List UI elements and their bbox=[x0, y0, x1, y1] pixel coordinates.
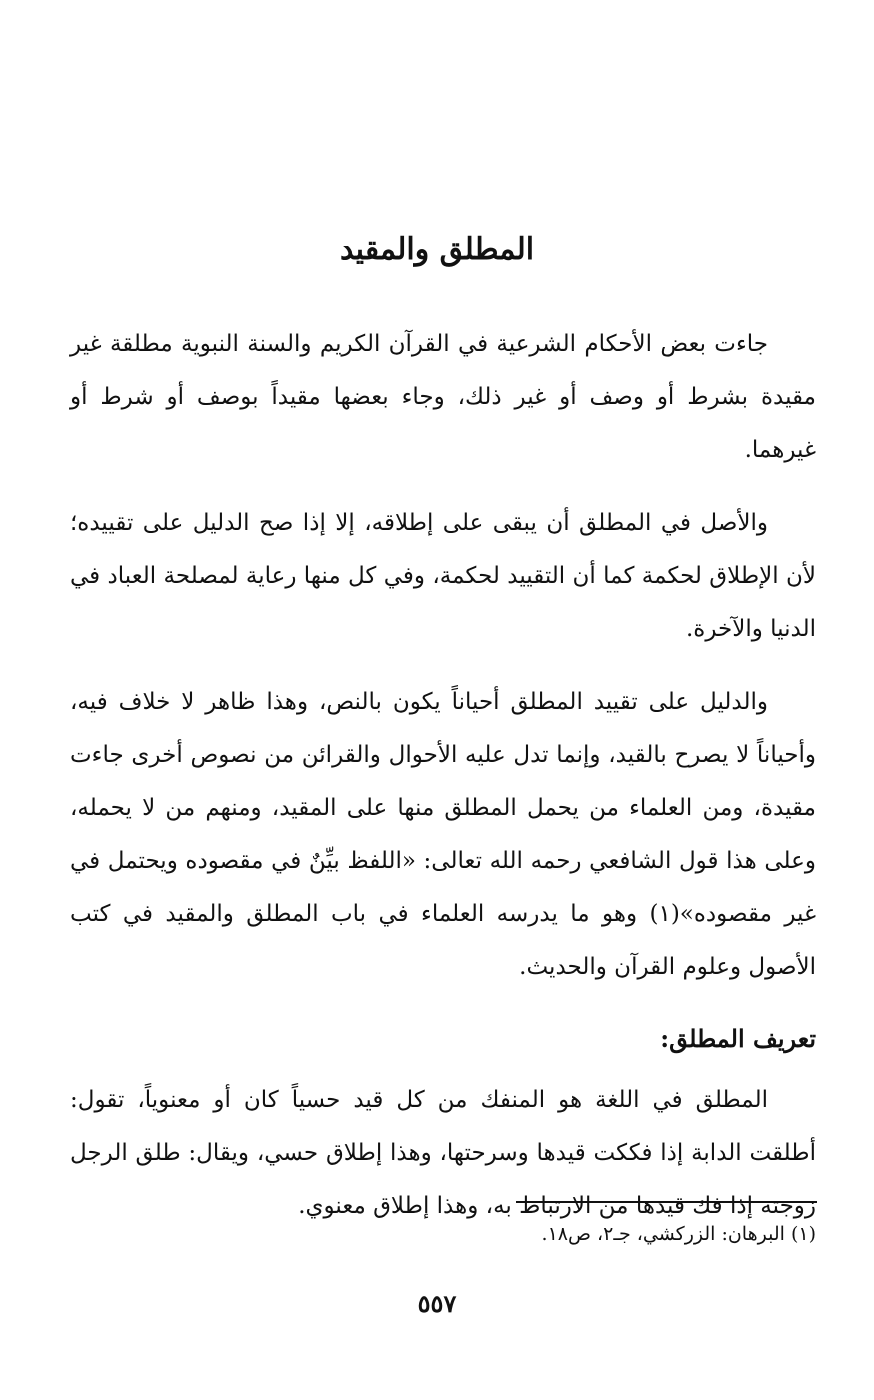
page-title: المطلق والمقيد bbox=[339, 232, 535, 267]
body-text bbox=[70, 318, 816, 1253]
paragraph-2: والأصل في المطلق أن يبقى على إطلاقه، إلا إذا صح الدليل على تقييده؛ لأن الإطلاق لحكمة كما أن التقييد لحكمة، وفي كل منها رعاية لمصلحة العباد في الدنيا والآخرة. bbox=[70, 510, 816, 642]
paragraph-3: والدليل على تقييد المطلق أحياناً يكون بالنص، وهذا ظاهر لا خلاف فيه، وأحياناً لا يصرح بالقيد، وإنما تدل عليه الأحوال والقرائن من نصوص أخرى جاءت مقيدة، ومن العلماء من يحمل المطلق منها على المقيد، ومنهم من لا يحمله، وعلى هذا قول الشافعي رحمه الله تعالى: «اللفظ بيِّنٌ في مقصوده ويحتمل في غير مقصوده»(١) وهو ما يدرسه العلماء في باب المطلق والمقيد في كتب الأصول وعلوم القرآن والحديث. bbox=[70, 689, 816, 980]
footnote: (١) البرهان: الزركشي، جـ٢، ص١٨. bbox=[541, 1223, 816, 1245]
footnote-divider bbox=[516, 1201, 817, 1203]
page-number: ٥٥٧ bbox=[417, 1289, 457, 1318]
paragraph-1: جاءت بعض الأحكام الشرعية في القرآن الكريم والسنة النبوية مطلقة غير مقيدة بشرط أو وصف أو غير ذلك، وجاء بعضها مقيداً بوصف أو شرط أو غيرهما. bbox=[70, 331, 816, 463]
section-paragraph: المطلق في اللغة هو المنفك من كل قيد حسياً كان أو معنوياً، تقول: أطلقت الدابة إذا فككت قيدها وسرحتها، وهذا إطلاق حسي، ويقال: طلق الرجل زوجته إذا فك قيدها من الارتباط به، وهذا إطلاق معنوي. bbox=[70, 1087, 816, 1219]
section-heading: تعريف المطلق: bbox=[660, 1024, 816, 1053]
